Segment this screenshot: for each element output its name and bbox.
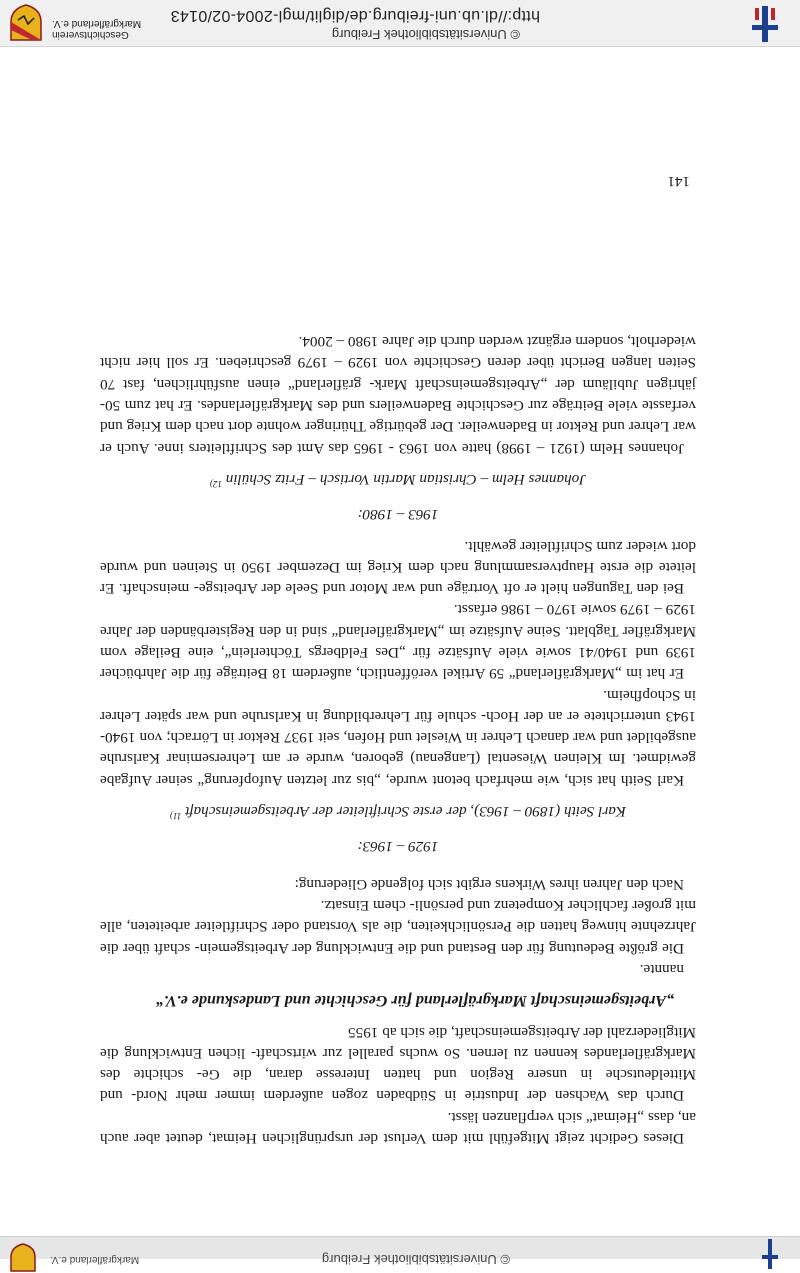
viewer-header-band xyxy=(0,1236,800,1267)
document-url-link[interactable]: http://dl.ub.uni-freiburg.de/diglit/mgl-2004-02/0143 xyxy=(170,7,540,24)
footnote-ref: 12) xyxy=(209,478,222,489)
paragraph: Johannes Helm (1921 – 1998) hatte von 1963 - 1965 das Amt des Schriftleiters inne. Auch er war Lehrer und Rektor in Badenweiler. Der gebürtige Thüringer wohnte dort nach dem Krieg und verfasste viele Beiträge zur Geschichte Badenweilers und des Markgräflerlandes. Er hat zum 50-jährigen Jubiläum der „Arbeitsgemeinschaft Mark- gräflerland“ einen ausführlichen, fast 70 Seiten langen Bericht über deren Geschichte von 1929 – 1979 geschrieben. Er soll hier nicht wiederholt, sondern ergänzt werden durch die Jahre 1980 – 2004. xyxy=(99,333,696,457)
paragraph: Bei den Tagungen hielt er oft Vorträge und war Motor und Seele der Arbeitsge- meinschaft. Er leitete die erste Hauptversammlung nach dem Krieg im Dezember 1950 in Steinen und wurde dort wieder zum Schriftleiter gewählt. xyxy=(99,537,696,598)
article-text xyxy=(100,331,696,1149)
paragraph: Die größte Bedeutung für den Bestand und die Entwicklung der Arbeitsgemein- schaft über die Jahrzehnte hinweg hatten die Persönlichkeiten, die als Vorstand oder Schriftleiter arbeiteten, alle mit großer fachlicher Kompetenz und persönli- chem Einsatz. xyxy=(99,897,696,957)
university-logo-icon xyxy=(752,6,778,42)
organization-heading: „Arbeitsgemeinschaft Markgräflerland für Geschichte und Landeskunde e.V.“ xyxy=(156,992,674,1010)
paragraph: nannte. xyxy=(639,960,684,978)
footnote-ref: 11) xyxy=(169,811,182,822)
footer-society-name: Geschichtsverein Markgräflerland e.V. xyxy=(52,18,142,40)
society-crest-icon xyxy=(8,4,44,42)
section-subtitle: Johannes Helm – Christian Martin Vortisch – Fritz Schülin $^{12)}$ xyxy=(209,470,587,489)
section-title: 1963 – 1980: xyxy=(357,506,439,524)
header-society-name: Markgräflerland e.V. xyxy=(50,1254,140,1265)
university-logo-icon xyxy=(762,1239,778,1269)
footer-library-credit: © Universitätsbibliothek Freiburg xyxy=(331,27,520,42)
paragraph: Karl Seith hat sich, wie mehrfach betont wurde, „bis zur letzten Aufopferung“ seiner Aufgabe gewidmet. Im Kleinen Wiesental (Langenau) geboren, wurde er am Lehrerseminar Karlsruhe ausgebildet und war danach Lehrer in Wieslet und Hofen, seit 1937 Rektor in Lörrach; von 1940-1943 unterrichtete er an der Hoch- schule für Lehrerbildung in Karlsruhe und war später Lehrer in Schopfheim. xyxy=(99,686,696,789)
viewer-footer-band xyxy=(0,0,800,47)
page-number: 141 xyxy=(667,173,690,189)
paragraph: Dieses Gedicht zeigt Mitgefühl mit dem Verlust der ursprünglichen Heimat, deutet aber auch an, dass „Heimat“ sich verpflanzen lässt. xyxy=(100,1108,696,1147)
paragraph: Durch das Wachsen der Industrie in Südbaden zogen außerdem immer mehr Nord- und Mitteldeutsche in unsere Region und hatten Interesse daran, die Ge- schichte des Markgräflerlandes kennen zu lernen. So wuchs parallel zur wirtschaft- lichen Entwicklung die Mitgliederzahl der Arbeitsgemeinschaft, die sich ab 1955 xyxy=(99,1023,696,1105)
society-crest-icon xyxy=(8,1243,38,1273)
section-title: 1929 – 1963: xyxy=(357,838,439,856)
section-subtitle: Karl Seith (1890 – 1963), der erste Schriftleiter der Arbeitsgemeinschaft $^{11)}$ xyxy=(169,803,627,822)
paragraph: Er hat im „Markgräflerland“ 59 Artikel veröffentlich, außerdem 18 Beiträge für die Jahrbücher 1939 und 1940/41 sowie viele Aufsätze für „Des Feldbergs Töchterlein“, eine Beilage vom Markgräfler Tagblatt. Seine Aufsätze im „Markgräflerland“ sind in den Registerbänden der Jahre 1929 – 1979 sowie 1970 – 1986 erfasst. xyxy=(99,601,696,683)
header-library-credit: © Universitätsbibliothek Freiburg xyxy=(321,1252,510,1267)
paragraph: Nach den Jahren ihres Wirkens ergibt sich folgende Gliederung: xyxy=(294,875,684,893)
